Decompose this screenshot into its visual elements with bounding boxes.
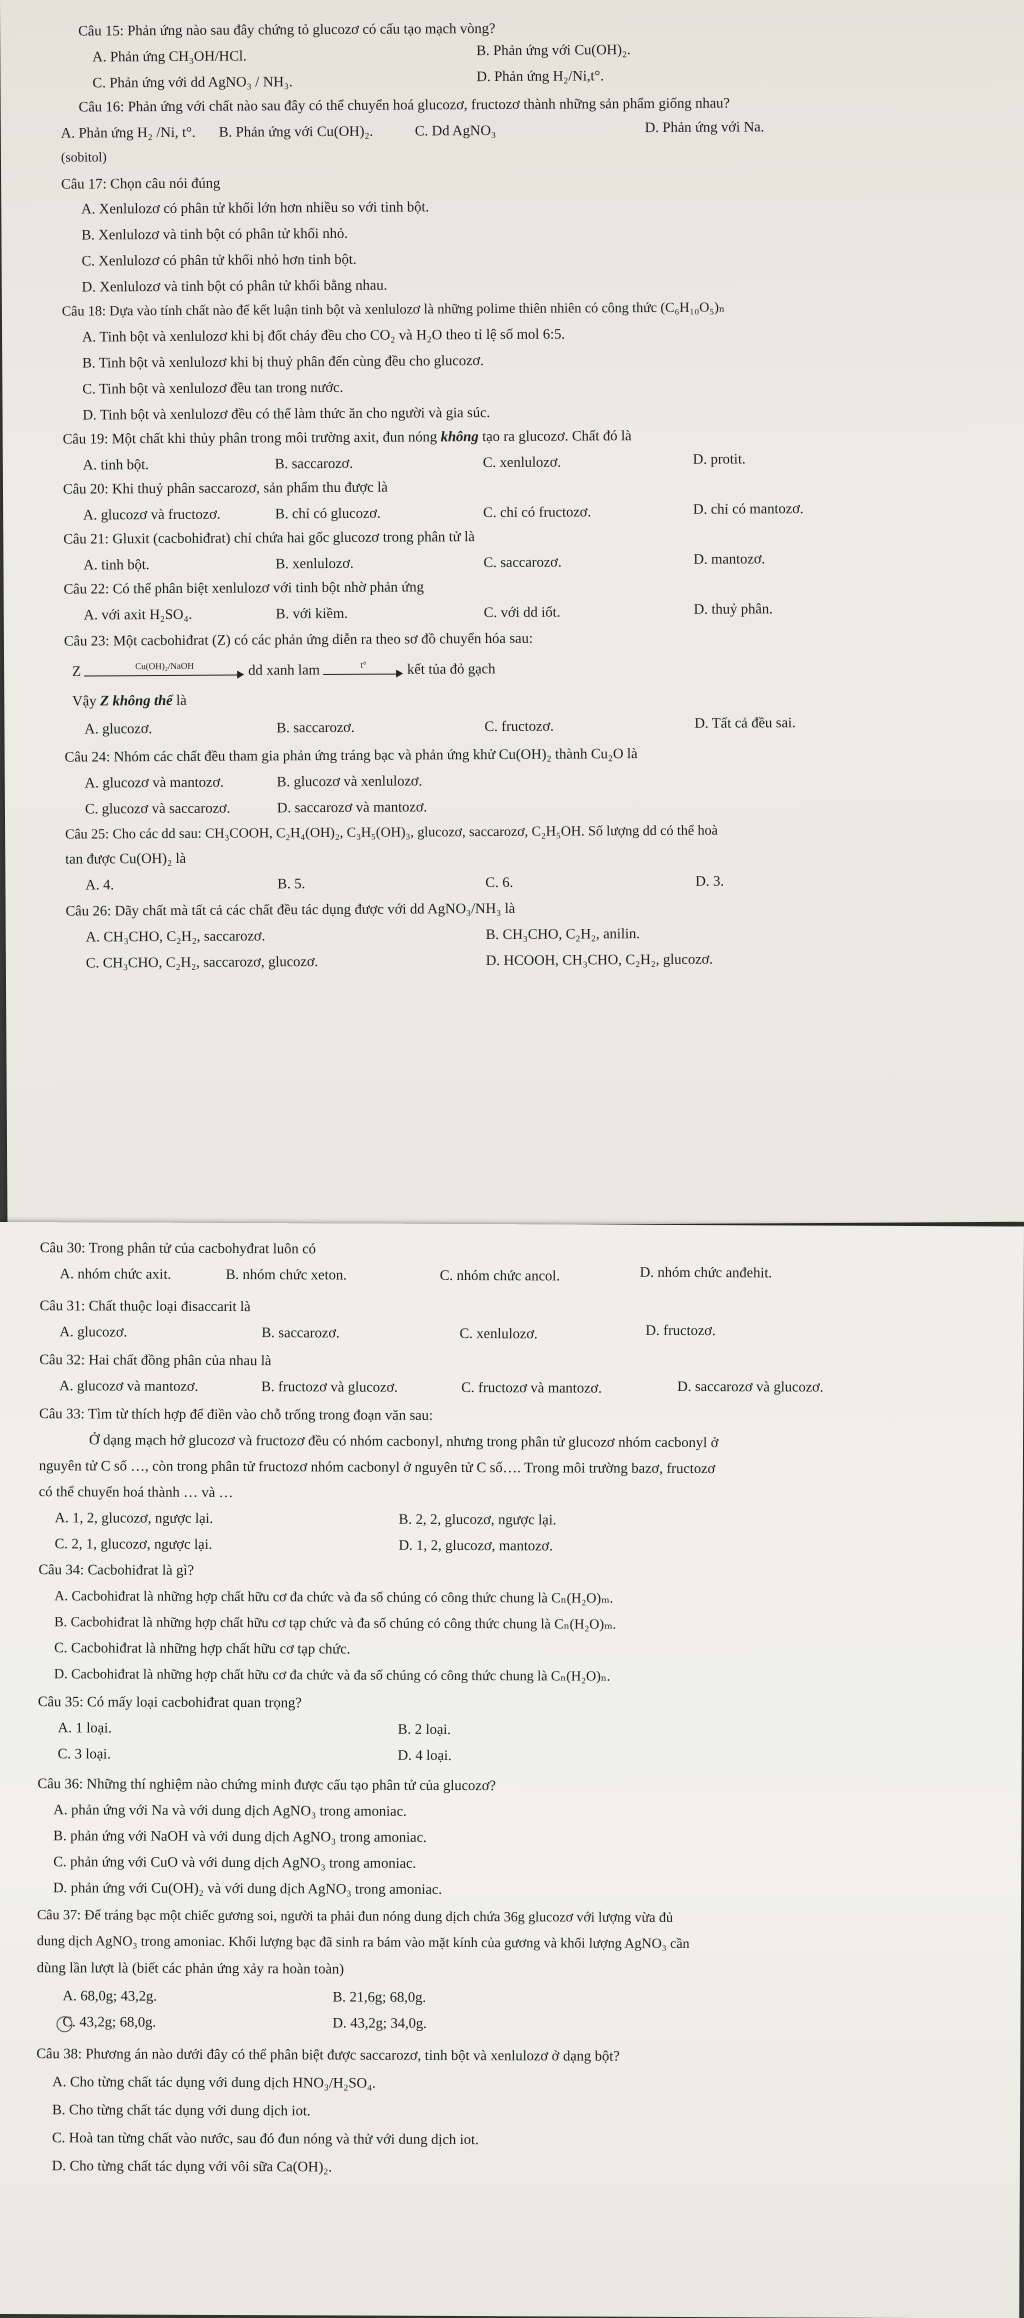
question-36-option-d: D. phản ứng với Cu(OH)₂ và với dung dịch AgNO₃ trong amoniac. xyxy=(53,1880,443,1898)
question-33-option-a: A. 1, 2, glucozơ, ngược lại. xyxy=(54,1510,214,1527)
scheme-reactant: Z xyxy=(72,663,82,680)
question-38-text: Câu 38: Phương án nào dưới đây có thể phân biệt được saccarozơ, tinh bột và xenlulozơ ở dạng bột? xyxy=(36,2046,620,2065)
question-20-option-d: D. chỉ có mantozơ. xyxy=(693,501,804,518)
question-26-option-d: D. HCOOH, CH₃CHO, C₂H₂, glucozơ. xyxy=(485,951,713,970)
question-19-text: Câu 19: Một chất khi thủy phân trong môi trường axit, đun nóng không tạo ra glucozơ. Chất đó là xyxy=(62,428,632,448)
question-25-text: Câu 25: Cho các dd sau: CH₃COOH, C₂H₄(OH)₂, C₃H₅(OH)₃, glucozơ, saccarozơ, C₂H₅OH. Số lượng dd có thể hoà xyxy=(65,823,718,843)
question-35-text: Câu 35: Có mấy loại cacbohiđrat quan trọng? xyxy=(37,1694,302,1712)
question-21-option-b: B. xenlulozơ. xyxy=(275,555,354,573)
scheme-intermediate: dd xanh lam xyxy=(248,662,320,679)
question-18-option-c: C. Tinh bột và xenlulozơ đều tan trong nước. xyxy=(82,379,344,398)
question-34-option-b: B. Cacbohiđrat là những hợp chất hữu cơ tạp chức và đa số chúng có công thức chung là Cₙ(H₂O)ₘ. xyxy=(54,1615,617,1633)
question-35-option-d: D. 4 loại. xyxy=(397,1747,452,1764)
question-37-option-a: A. 68,0g; 43,2g. xyxy=(62,1988,157,2005)
reaction-scheme xyxy=(72,661,495,682)
question-32-option-b: B. fructozơ và glucozơ. xyxy=(261,1379,398,1396)
reaction-arrow-2 xyxy=(323,659,403,680)
question-24-option-b: B. glucozơ và xenlulozơ. xyxy=(276,773,423,791)
question-33-paragraph-line2: nguyên tử C số …, còn trong phân tử fructozơ nhóm cacbonyl ở nguyên tử C số…. Trong môi trường bazơ, fructozơ xyxy=(38,1458,716,1478)
question-38-option-d: D. Cho từng chất tác dụng với vôi sữa Ca(OH)₂. xyxy=(51,2158,333,2176)
question-17-text: Câu 17: Chọn câu nói đúng xyxy=(61,175,221,193)
question-34-option-c: C. Cacbohiđrat là những hợp chất hữu cơ tạp chức. xyxy=(54,1640,351,1658)
question-25-option-d: D. 3. xyxy=(695,873,725,890)
question-23-option-c: C. fructozơ. xyxy=(484,718,554,736)
question-17-option-b: B. Xenlulozơ và tinh bột có phân tử khối nhỏ. xyxy=(81,225,348,244)
question-35-option-a: A. 1 loại. xyxy=(57,1720,112,1737)
question-19-option-c: C. xenlulozơ. xyxy=(482,454,562,472)
question-37-option-c: C. 43,2g; 68,0g. xyxy=(62,2014,156,2031)
question-18-text: Câu 18: Dựa vào tính chất nào để kết luận tinh bột và xenlulozơ là những polime thiên nhiên có công thức (C₆H₁₀O₅)ₙ xyxy=(61,300,725,320)
question-32-option-a: A. glucozơ và mantozơ. xyxy=(59,1378,199,1395)
question-34-option-a: A. Cacbohiđrat là những hợp chất hữu cơ đa chức và đa số chúng có công thức chung là Cₙ(H₂O)ₘ. xyxy=(54,1589,614,1607)
question-36-option-a: A. phản ứng với Na và với dung dịch AgNO₃ trong amoniac. xyxy=(53,1802,407,1820)
question-25-option-c: C. 6. xyxy=(485,874,514,892)
question-38-option-b: B. Cho từng chất tác dụng với dung dịch iot. xyxy=(52,2102,311,2120)
question-23-option-b: B. saccarozơ. xyxy=(276,719,355,737)
question-37-option-b: B. 21,6g; 68,0g. xyxy=(332,1989,427,2006)
bottom-worksheet-page xyxy=(0,1222,1024,2318)
question-38-option-a: A. Cho từng chất tác dụng với dung dịch HNO₃/H₂SO₄. xyxy=(52,2074,376,2092)
question-24-text: Câu 24: Nhóm các chất đều tham gia phản ứng tráng bạc và phản ứng khử Cu(OH)₂ thành Cu₂O là xyxy=(64,746,638,766)
question-21-option-c: C. saccarozơ. xyxy=(483,554,562,572)
scheme-product: kết tủa đỏ gạch xyxy=(407,661,496,678)
question-33-text: Câu 33: Tìm từ thích hợp để điền vào chỗ trống trong đoạn văn sau: xyxy=(39,1406,434,1424)
question-31-option-a: A. glucozơ. xyxy=(59,1324,128,1341)
question-34-option-d: D. Cacbohiđrat là những hợp chất hữu cơ đa chức và đa số chúng có công thức chung là Cₙ(H₂O)ₙ. xyxy=(53,1667,611,1685)
question-17-option-a: A. Xenlulozơ có phân tử khối lớn hơn nhiều so với tinh bột. xyxy=(81,199,430,218)
question-36-option-b: B. phản ứng với NaOH và với dung dịch AgNO₃ trong amoniac. xyxy=(53,1828,427,1846)
question-32-option-d: D. saccarozơ và glucozơ. xyxy=(677,1378,824,1396)
question-32-option-c: C. fructozơ và mantozơ. xyxy=(461,1380,602,1397)
question-15-option-a: A. Phản ứng CH₃OH/HCl. xyxy=(92,48,247,66)
question-35-option-b: B. 2 loại. xyxy=(397,1721,451,1738)
question-15-option-b: B. Phản ứng với Cu(OH)₂. xyxy=(476,42,631,60)
question-23-subquestion: Vậy Z không thể là xyxy=(72,692,187,710)
question-26-option-b: B. CH₃CHO, C₂H₂, anilin. xyxy=(485,926,640,944)
question-26-text: Câu 26: Dãy chất mà tất cả các chất đều tác dụng được với dd AgNO₃/NH₃ là xyxy=(65,900,516,920)
question-30-text: Câu 30: Trong phân tử của cacbohyđrat luôn có xyxy=(39,1240,316,1258)
question-22-option-d: D. thuỷ phân. xyxy=(693,601,773,618)
question-16-option-d: D. Phản ứng với Na. xyxy=(644,119,765,137)
question-37-text-line2: dung dịch AgNO₃ trong amoniac. Khối lượng bạc đã sinh ra bám vào mặt kính của gương và khối lượng AgNO₃ cần xyxy=(36,1934,690,1953)
question-15-option-c: C. Phản ứng với dd AgNO₃ / NH₃. xyxy=(92,74,293,92)
question-15-option-d: D. Phản ứng H₂/Ni,t°. xyxy=(476,68,604,86)
question-37-text-line3: dùng lần lượt là (biết các phản ứng xảy ra hoàn toàn) xyxy=(36,1960,345,1978)
question-24-option-a: A. glucozơ và mantozơ. xyxy=(84,774,224,792)
question-30-option-a: A. nhóm chức axit. xyxy=(59,1266,172,1283)
question-26-option-a: A. CH₃CHO, C₂H₂, saccarozơ. xyxy=(85,928,266,946)
question-31-option-d: D. fructozơ. xyxy=(645,1322,716,1340)
question-21-text: Câu 21: Gluxit (cacbohiđrat) chỉ chứa hai gốc glucozơ trong phân tử là xyxy=(63,529,475,548)
question-20-option-c: C. chỉ có fructozơ. xyxy=(483,504,592,522)
reaction-arrow-1-label: Cu(OH)₂/NaOH xyxy=(135,660,194,672)
question-35-option-c: C. 3 loại. xyxy=(57,1746,111,1763)
question-17-option-c: C. Xenlulozơ có phân tử khối nhỏ hơn tinh bột. xyxy=(81,251,357,270)
question-31-text: Câu 31: Chất thuộc loại đisaccarit là xyxy=(39,1298,251,1316)
question-21-option-d: D. mantozơ. xyxy=(693,551,766,568)
question-33-option-c: C. 2, 1, glucozơ, ngược lại. xyxy=(54,1536,213,1553)
question-16-option-c: C. Dd AgNO₃ xyxy=(414,122,497,140)
question-33-option-d: D. 1, 2, glucozơ, mantozơ. xyxy=(398,1537,553,1555)
question-33-paragraph-line1: Ở dạng mạch hở glucozơ và fructozơ đều có nhóm cacbonyl, nhưng trong phân tử glucozơ nhóm cacbonyl ở xyxy=(89,1432,719,1452)
question-19-option-d: D. protit. xyxy=(692,451,746,468)
question-19-option-a: A. tinh bột. xyxy=(82,457,149,474)
question-37-text: Câu 37: Để tráng bạc một chiếc gương soi, người ta phải đun nóng dung dịch chứa 36g glucozơ với lượng vừa đủ xyxy=(36,1908,674,1926)
question-20-option-a: A. glucozơ và fructozơ. xyxy=(83,506,221,524)
question-34-text: Câu 34: Cacbohiđrat là gì? xyxy=(38,1562,194,1579)
question-32-text: Câu 32: Hai chất đồng phân của nhau là xyxy=(39,1352,272,1370)
question-23-option-d: D. Tất cả đều sai. xyxy=(694,715,796,732)
question-15-text: Câu 15: Phản ứng nào sau đây chứng tỏ glucozơ có cấu tạo mạch vòng? xyxy=(78,20,496,40)
question-23-text: Câu 23: Một cacbohiđrat (Z) có các phản ứng diễn ra theo sơ đồ chuyển hóa sau: xyxy=(63,630,533,650)
question-30-option-b: B. nhóm chức xeton. xyxy=(225,1266,347,1284)
question-31-option-c: C. xenlulozơ. xyxy=(459,1326,538,1343)
question-36-text: Câu 36: Những thí nghiệm nào chứng minh được cấu tạo phân tử của glucozơ? xyxy=(37,1776,496,1795)
question-18-option-d: D. Tinh bột và xenlulozơ đều có thể làm thức ăn cho người và gia súc. xyxy=(82,405,491,424)
question-36-option-c: C. phản ứng với CuO và với dung dịch AgNO₃ trong amoniac. xyxy=(53,1854,417,1872)
question-26-option-c: C. CH₃CHO, C₂H₂, saccarozơ, glucozơ. xyxy=(85,954,319,972)
question-19-option-b: B. saccarozơ. xyxy=(274,455,354,473)
question-18-option-b: B. Tinh bột và xenlulozơ khi bị thuỷ phân đến cùng đều cho glucozơ. xyxy=(82,353,484,372)
question-30-option-d: D. nhóm chức anđehit. xyxy=(639,1264,773,1282)
question-16-option-a: A. Phản ứng H₂ /Ni, t°. xyxy=(60,124,196,142)
handwritten-note-sobitol: (sobitol) xyxy=(60,149,107,165)
question-25-option-a: A. 4. xyxy=(85,877,115,894)
question-18-option-a: A. Tinh bột và xenlulozơ khi bị đốt cháy đều cho CO₂ và H₂O theo tỉ lệ số mol 6:5. xyxy=(82,326,566,346)
question-20-option-b: B. chỉ có glucozơ. xyxy=(275,505,381,523)
question-24-option-d: D. saccarozơ và mantozơ. xyxy=(276,799,428,817)
question-33-option-b: B. 2, 2, glucozơ, ngược lại. xyxy=(398,1511,557,1529)
question-22-text: Câu 22: Có thể phân biệt xenlulozơ với tinh bột nhờ phản ứng xyxy=(63,579,424,598)
question-30-option-c: C. nhóm chức ancol. xyxy=(439,1267,561,1285)
question-16-text: Câu 16: Phản ứng với chất nào sau đây có thể chuyển hoá glucozơ, fructozơ thành những sản phẩm giống nhau? xyxy=(78,95,730,116)
question-38-option-c: C. Hoà tan từng chất vào nước, sau đó đun nóng và thử với dung dịch iot. xyxy=(51,2130,479,2149)
question-20-text: Câu 20: Khi thuỷ phân saccarozơ, sản phẩm thu được là xyxy=(62,479,388,498)
question-22-option-c: C. với dd iốt. xyxy=(483,604,561,622)
question-21-option-a: A. tinh bột. xyxy=(83,557,150,574)
reaction-arrow-2-label: t° xyxy=(360,659,367,670)
question-22-option-b: B. với kiềm. xyxy=(275,605,348,623)
question-23-option-a: A. glucozơ. xyxy=(84,721,153,738)
question-19-emphasis: không xyxy=(440,429,479,446)
question-22-option-a: A. với axit H₂SO₄. xyxy=(83,606,193,624)
question-17-option-d: D. Xenlulozơ và tinh bột có phân tử khối bằng nhau. xyxy=(81,277,388,296)
question-25-text-line2: tan được Cu(OH)₂ là xyxy=(65,850,187,868)
question-25-option-b: B. 5. xyxy=(277,876,306,893)
question-37-option-d: D. 43,2g; 34,0g. xyxy=(332,2015,427,2032)
question-33-paragraph-line3: có thể chuyển hoá thành … và … xyxy=(38,1484,234,1502)
question-31-option-b: B. saccarozơ. xyxy=(261,1325,340,1342)
reaction-arrow-1 xyxy=(85,660,245,682)
question-24-option-c: C. glucozơ và saccarozơ. xyxy=(84,800,231,818)
question-16-option-b: B. Phản ứng với Cu(OH)₂. xyxy=(218,123,374,141)
